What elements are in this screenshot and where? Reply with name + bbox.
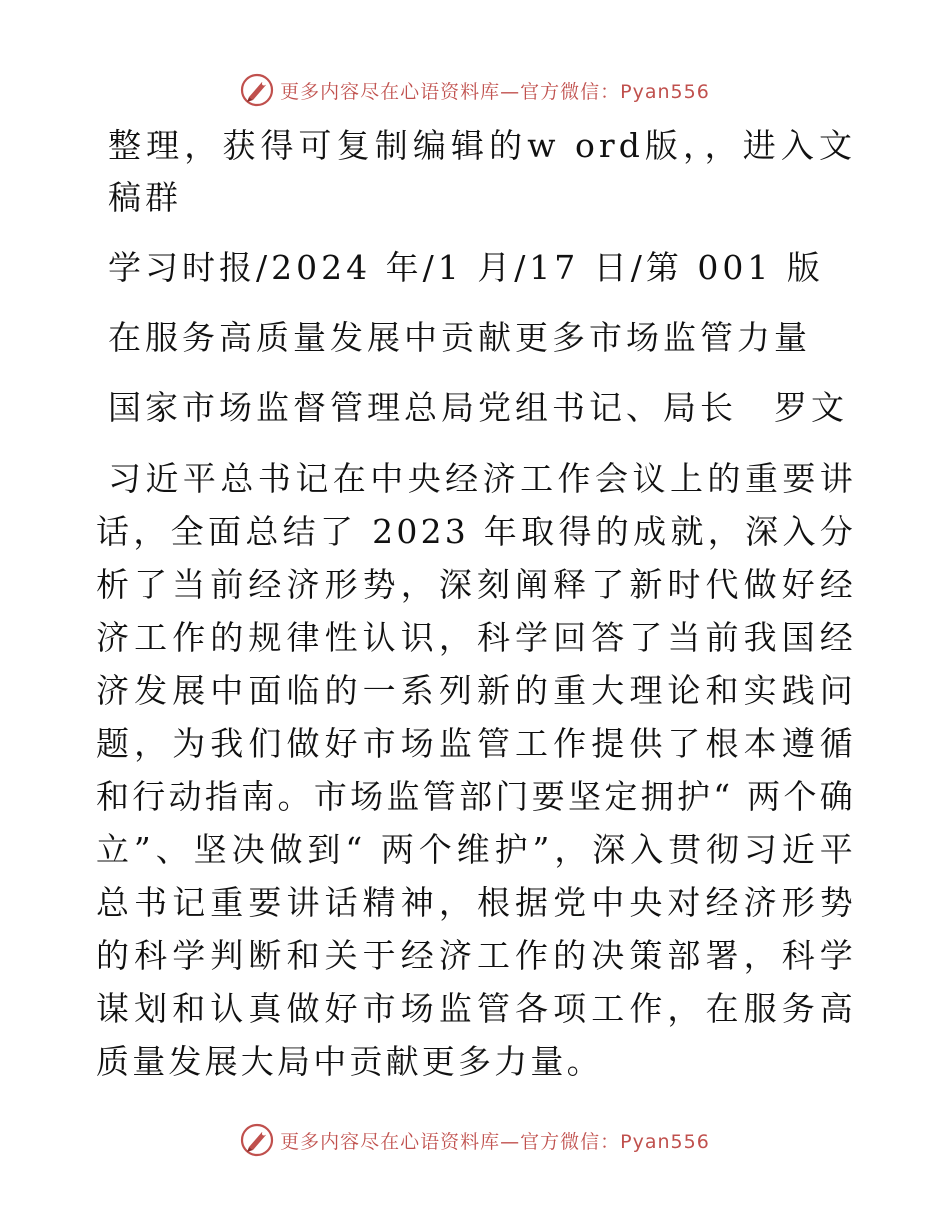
- watermark-text: 更多内容尽在心语资料库—官方微信：Pyan556: [280, 80, 710, 103]
- watermark-header: [0, 70, 950, 110]
- intro-text: 整理，获得可复制编辑的w ord版，，进入文稿群: [108, 126, 856, 217]
- article-title: 在服务高质量发展中贡献更多市场监管力量: [108, 318, 811, 357]
- pen-logo-icon: [240, 1123, 274, 1157]
- document-content: [96, 120, 856, 1088]
- watermark-text: 更多内容尽在心语资料库—官方微信：Pyan556: [280, 1130, 710, 1153]
- article-body-paragraph: 习近平总书记在中央经济工作会议上的重要讲话，全面总结了 2023 年取得的成就，深入分析了当前经济形势，深刻阐释了新时代做好经济工作的规律性认识，科学回答了当前我国经济发展中面临的一系列新的重大理论和实践问题，为我们做好市场监管工作提供了根本遵循和行动指南。市场监管部门要坚定拥护“ 两个确立”、坚决做到“ 两个维护”，深入贯彻习近平总书记重要讲话精神，根据党中央对经济形势的科学判断和关于经济工作的决策部署，科学谋划和认真做好市场监管各项工作，在服务高质量发展大局中贡献更多力量。: [96, 459, 856, 1081]
- watermark-footer: [0, 1120, 950, 1160]
- source-line: 学习时报/2024 年/1 月/17 日/第 001 版: [108, 248, 824, 287]
- pen-logo-icon: [240, 73, 274, 107]
- article-author: 国家市场监督管理总局党组书记、局长 罗文: [108, 388, 848, 427]
